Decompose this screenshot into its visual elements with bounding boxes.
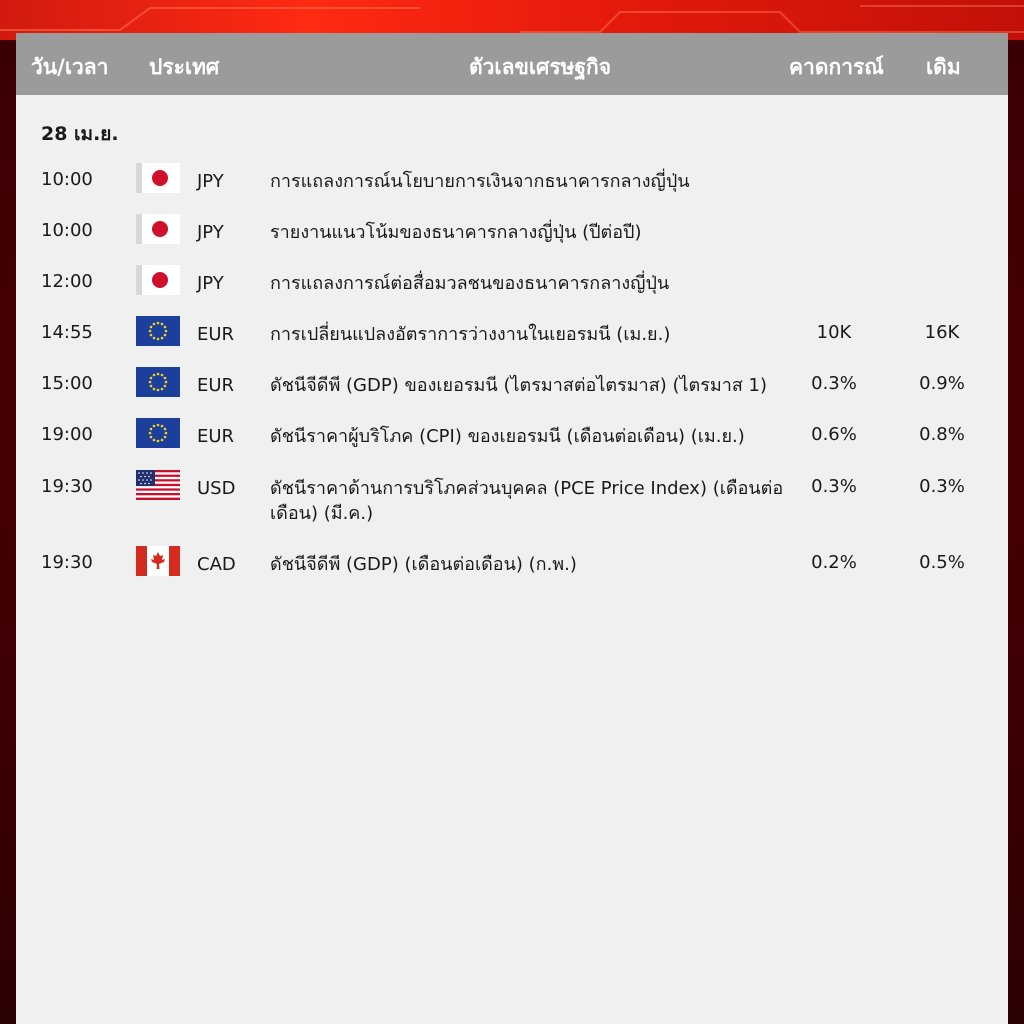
row-forecast: 0.3% <box>811 476 857 497</box>
row-time: 10:00 <box>41 169 93 190</box>
eu-flag-icon <box>136 418 180 448</box>
table-row <box>16 322 1008 370</box>
row-event: ดัชนีจีดีพี (GDP) (เดือนต่อเดือน) (ก.พ.) <box>270 554 577 575</box>
row-time: 10:00 <box>41 220 93 241</box>
table-row <box>16 271 1008 319</box>
row-event: การเปลี่ยนแปลงอัตราการว่างงานในเยอรมนี (เม.ย.) <box>270 324 671 345</box>
row-forecast: 10K <box>816 322 852 343</box>
row-currency: CAD <box>197 554 236 575</box>
japan-flag-icon <box>136 265 180 295</box>
canada-flag-icon <box>136 546 180 576</box>
row-time: 19:00 <box>41 424 93 445</box>
row-time: 19:30 <box>41 552 93 573</box>
row-previous: 0.8% <box>919 424 965 445</box>
japan-flag-icon <box>136 163 180 193</box>
row-previous: 0.9% <box>919 373 965 394</box>
table-row <box>16 373 1008 421</box>
row-time: 15:00 <box>41 373 93 394</box>
header-country: ประเทศ <box>149 55 220 79</box>
table-row <box>16 552 1008 600</box>
row-event: การแถลงการณ์ต่อสื่อมวลชนของธนาคารกลางญี่ปุ่น <box>270 273 670 294</box>
row-currency: JPY <box>197 171 224 192</box>
row-currency: JPY <box>197 222 224 243</box>
eu-flag-icon <box>136 316 180 346</box>
row-time: 14:55 <box>41 322 93 343</box>
row-currency: JPY <box>197 273 224 294</box>
row-currency: USD <box>197 478 236 499</box>
eu-flag-icon <box>136 367 180 397</box>
row-event: ดัชนีราคาด้านการบริโภคส่วนบุคคล (PCE Price Index) (เดือนต่อเดือน) (มี.ค.) <box>270 478 784 524</box>
row-event: รายงานแนวโน้มของธนาคารกลางญี่ปุ่น (ปีต่อปี) <box>270 222 642 243</box>
us-flag-icon <box>136 470 180 500</box>
date-group-label: 28 เม.ย. <box>41 123 119 145</box>
table-header <box>16 33 1008 95</box>
header-indicator: ตัวเลขเศรษฐกิจ <box>469 55 612 79</box>
row-currency: EUR <box>197 426 235 447</box>
row-forecast: 0.6% <box>811 424 857 445</box>
table-row <box>16 424 1008 472</box>
row-previous: 0.5% <box>919 552 965 573</box>
table-row <box>16 220 1008 268</box>
row-forecast: 0.3% <box>811 373 857 394</box>
row-previous: 16K <box>924 322 960 343</box>
row-time: 12:00 <box>41 271 93 292</box>
row-event: การแถลงการณ์นโยบายการเงินจากธนาคารกลางญี่ปุ่น <box>270 171 690 192</box>
row-event: ดัชนีจีดีพี (GDP) ของเยอรมนี (ไตรมาสต่อไตรมาส) (ไตรมาส 1) <box>270 375 768 396</box>
header-datetime: วัน/เวลา <box>31 55 109 79</box>
row-event: ดัชนีราคาผู้บริโภค (CPI) ของเยอรมนี (เดือนต่อเดือน) (เม.ย.) <box>270 426 745 447</box>
table-row <box>16 476 1008 546</box>
row-currency: EUR <box>197 324 235 345</box>
row-previous: 0.3% <box>919 476 965 497</box>
japan-flag-icon <box>136 214 180 244</box>
header-forecast: คาดการณ์ <box>789 55 884 79</box>
header-previous: เดิม <box>926 55 961 79</box>
row-time: 19:30 <box>41 476 93 497</box>
economic-calendar-panel <box>16 33 1008 1024</box>
row-forecast: 0.2% <box>811 552 857 573</box>
table-row <box>16 169 1008 217</box>
row-currency: EUR <box>197 375 235 396</box>
